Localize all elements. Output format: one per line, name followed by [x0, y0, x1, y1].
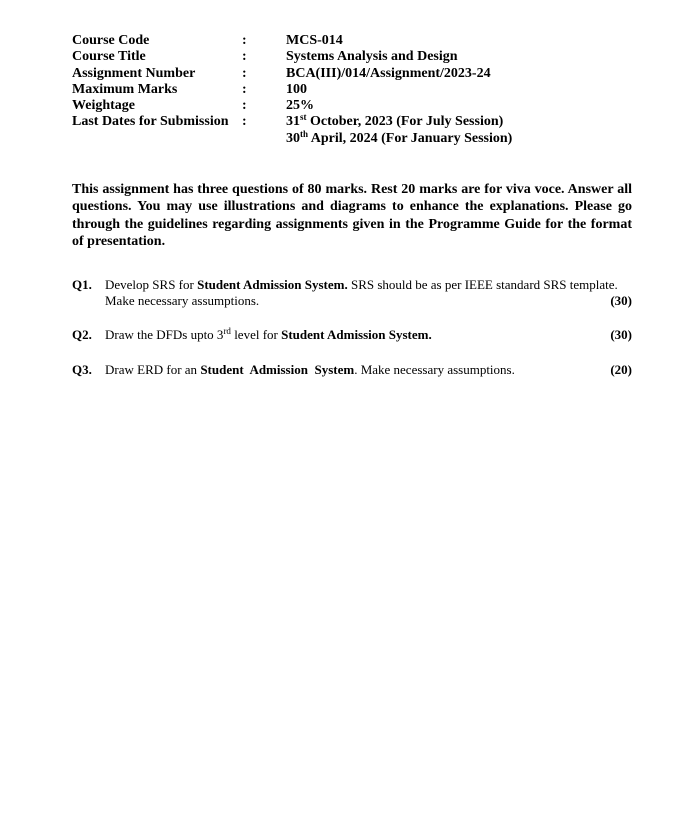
- january-date-day: 30: [286, 130, 300, 146]
- question-text-part: level for: [230, 327, 282, 342]
- question-text: [105, 277, 632, 308]
- colon-separator: :: [242, 65, 247, 81]
- july-session-date: [286, 114, 642, 130]
- question-line: [105, 362, 632, 378]
- system-name: Student Admission System.: [197, 277, 348, 292]
- ordinal-suffix: rd: [223, 326, 231, 336]
- submission-dates-label: Last Dates for Submission: [72, 114, 229, 130]
- january-date-rest: April, 2024 (For January Session): [308, 130, 513, 146]
- course-code-row: [72, 33, 642, 49]
- colon-separator: :: [242, 33, 247, 48]
- weightage-row: [72, 98, 642, 114]
- weightage-value: 25%: [286, 98, 314, 114]
- july-date-suffix: st: [300, 112, 307, 123]
- question-text-part: Draw ERD for an: [105, 362, 201, 377]
- colon-separator: :: [242, 81, 247, 97]
- course-title-row: [72, 49, 642, 65]
- system-name: Student Admission System.: [281, 327, 432, 342]
- question-marks: (20): [610, 362, 632, 377]
- january-date-suffix: th: [300, 128, 309, 139]
- question-text-part: SRS should be as per IEEE standard SRS template.: [347, 277, 618, 292]
- course-code-value: MCS-014: [286, 33, 343, 48]
- july-date-day: 31: [286, 114, 300, 130]
- question-number: Q3.: [72, 362, 92, 377]
- question-marks: (30): [610, 292, 632, 308]
- instructions-paragraph: This assignment has three questions of 80 marks. Rest 20 marks are for viva voce. Answer all questions. You may use illustrations and diagrams to enhance the explanations. Please go through the guidelines regarding assignments given in the Programme Guide for the format of presentation.: [72, 182, 632, 250]
- january-session-date: [286, 128, 642, 147]
- maximum-marks-label: Maximum Marks: [72, 81, 178, 97]
- question-line: [105, 277, 632, 293]
- course-title-label: Course Title: [72, 49, 146, 65]
- maximum-marks-row: [72, 82, 642, 98]
- question-3: [72, 362, 632, 378]
- question-text-part: Develop SRS for: [105, 277, 198, 292]
- question-text: [105, 327, 632, 343]
- question-marks: (30): [610, 327, 632, 342]
- colon-separator: :: [242, 98, 247, 114]
- assignment-number-row: [72, 66, 642, 82]
- question-2: [72, 327, 632, 343]
- colon-separator: :: [242, 49, 247, 65]
- system-name: Student Admission System: [200, 362, 355, 377]
- course-code-label: Course Code: [72, 33, 150, 48]
- question-1: [72, 277, 632, 309]
- maximum-marks-value: 100: [286, 81, 307, 97]
- submission-dates-continuation: [72, 128, 642, 147]
- july-date-rest: October, 2023 (For July Session): [306, 114, 504, 130]
- question-text-part: . Make necessary assumptions.: [354, 362, 515, 377]
- question-text-part: Draw the DFDs upto 3: [105, 327, 224, 342]
- course-info-table: [72, 33, 642, 147]
- question-text: [105, 362, 632, 378]
- colon-separator: :: [242, 114, 247, 130]
- question-line: [105, 327, 632, 343]
- submission-dates-row: [72, 114, 642, 130]
- assignment-number-value: BCA(III)/014/Assignment/2023-24: [286, 65, 491, 81]
- course-title-value: Systems Analysis and Design: [286, 49, 458, 65]
- question-number: Q1.: [72, 277, 92, 292]
- question-line: Make necessary assumptions.: [105, 292, 260, 308]
- question-number: Q2.: [72, 327, 92, 342]
- weightage-label: Weightage: [72, 98, 135, 114]
- assignment-number-label: Assignment Number: [72, 65, 196, 81]
